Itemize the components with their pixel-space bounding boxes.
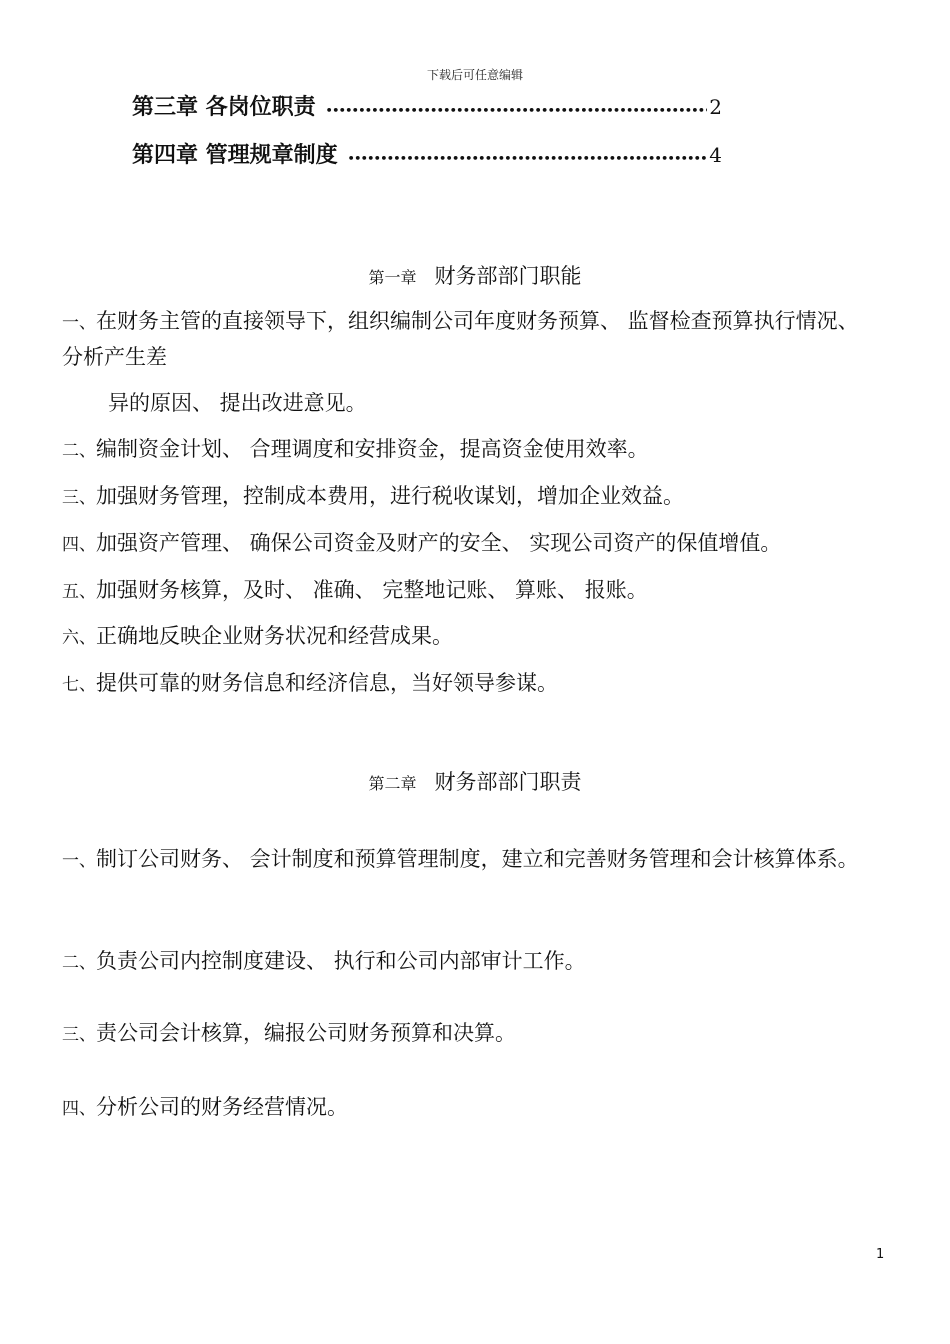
chapter-2-heading	[0, 766, 950, 796]
item-text: 加强财务核算，及时、 准确、 完整地记账、 算账、 报账。	[96, 578, 648, 602]
chapter-2-item-3	[62, 1016, 882, 1052]
chapter-1-item-2	[62, 432, 882, 468]
chapter-title: 财务部部门职能	[434, 264, 582, 288]
item-text: 正确地反映企业财务状况和经营成果。	[96, 624, 453, 648]
item-text: 责公司会计核算，编报公司财务预算和决算。	[96, 1021, 516, 1045]
toc-entry-chapter-4[interactable]	[132, 138, 722, 168]
chapter-1-item-1	[62, 304, 882, 374]
item-marker: 二、	[62, 441, 96, 461]
chapter-number: 第一章	[368, 268, 417, 287]
toc-entry-chapter-3[interactable]	[132, 90, 722, 120]
toc-leader-dots	[348, 143, 708, 168]
item-text: 负责公司内控制度建设、 执行和公司内部审计工作。	[96, 949, 586, 973]
item-text: 在财务主管的直接领导下，组织编制公司年度财务预算、 监督检查预算执行情况、 分析产生差	[62, 309, 859, 369]
chapter-1-heading	[0, 260, 950, 290]
chapter-1-item-5	[62, 573, 882, 609]
chapter-1-item-4	[62, 526, 882, 562]
page-number: 1	[876, 1247, 885, 1262]
page-header: 下载后可任意编辑	[426, 68, 523, 82]
chapter-1-item-3	[62, 479, 882, 515]
chapter-1-item-7	[62, 666, 882, 702]
item-marker: 二、	[62, 953, 96, 973]
item-text: 加强财务管理，控制成本费用，进行税收谋划，增加企业效益。	[96, 484, 684, 508]
item-marker: 四、	[62, 1099, 96, 1119]
toc-entry-page: 4	[709, 143, 722, 167]
toc-leader-dots	[326, 95, 708, 120]
item-text: 加强资产管理、 确保公司资金及财产的安全、 实现公司资产的保值增值。	[96, 531, 782, 555]
item-marker: 五、	[62, 582, 96, 602]
item-marker: 一、	[62, 851, 96, 871]
item-marker: 六、	[62, 628, 96, 648]
item-marker: 四、	[62, 535, 96, 555]
item-marker: 三、	[62, 488, 96, 508]
chapter-2-item-1	[62, 836, 882, 884]
toc-entry-title: 第三章 各岗位职责	[132, 95, 316, 120]
chapter-1-item-6	[62, 619, 882, 655]
toc-entry-title: 第四章 管理规章制度	[132, 143, 338, 168]
item-text: 分析公司的财务经营情况。	[96, 1095, 348, 1119]
chapter-number: 第二章	[368, 774, 417, 793]
item-text: 制订公司财务、 会计制度和预算管理制度，建立和完善财务管理和会计核算体系。	[96, 847, 859, 871]
toc-entry-page: 2	[709, 95, 722, 119]
chapter-title: 财务部部门职责	[434, 770, 582, 794]
item-marker: 一、	[62, 313, 96, 333]
chapter-2-item-4	[62, 1090, 882, 1126]
chapter-1-item-1-continuation: 异的原因、 提出改进意见。	[108, 391, 367, 415]
item-marker: 三、	[62, 1025, 96, 1045]
item-text: 编制资金计划、 合理调度和安排资金，提高资金使用效率。	[96, 437, 649, 461]
item-text: 提供可靠的财务信息和经济信息，当好领导参谋。	[96, 671, 558, 695]
chapter-2-item-2	[62, 944, 882, 980]
item-marker: 七、	[62, 675, 96, 695]
